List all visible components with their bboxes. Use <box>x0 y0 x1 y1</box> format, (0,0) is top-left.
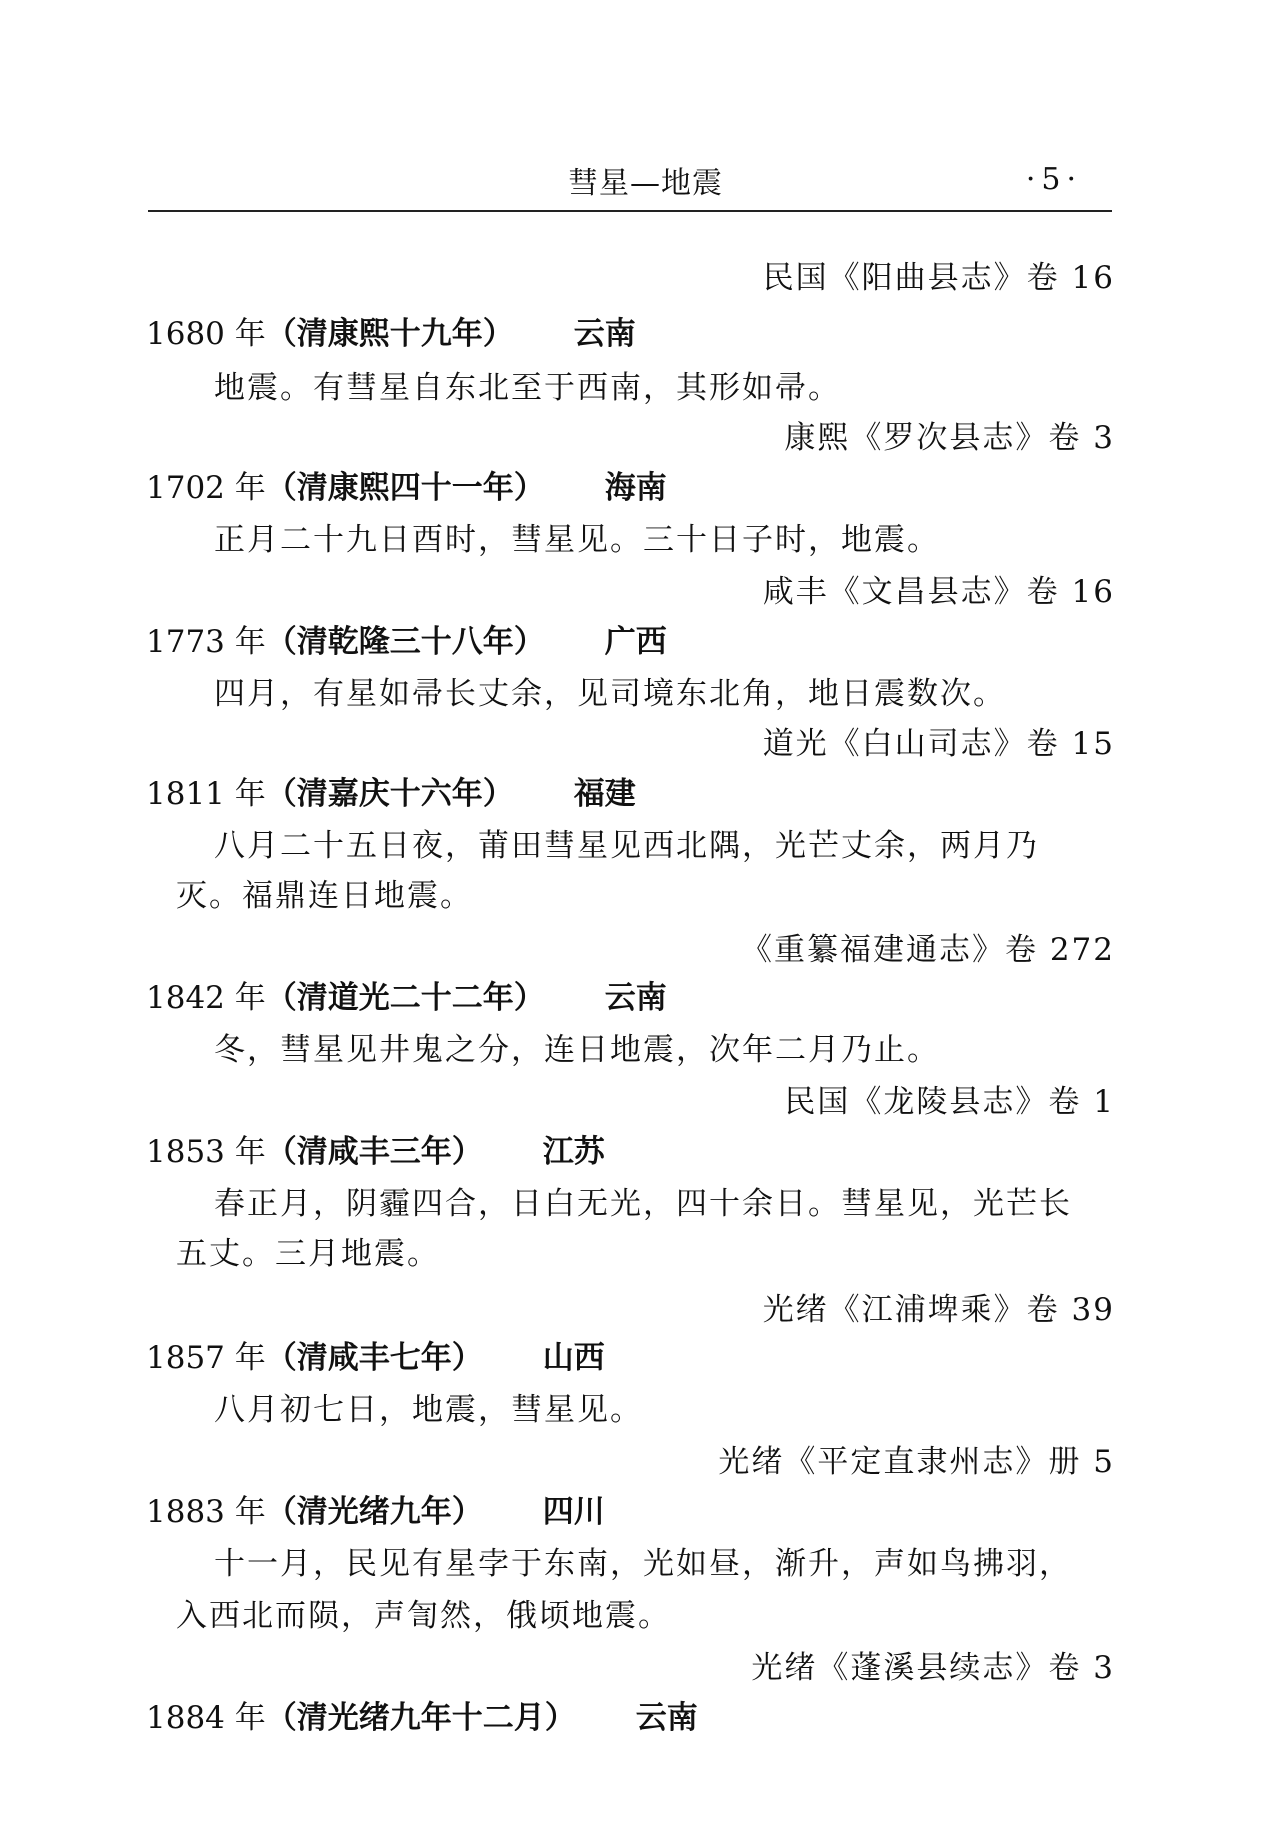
entry-text: 灭。福鼎连日地震。 <box>176 878 473 914</box>
entry-year: 1811 年 <box>146 776 266 812</box>
entry-heading <box>146 768 636 813</box>
source-citation: 光绪《平定直隶州志》册 5 <box>718 1444 1115 1480</box>
entry-place: 海南 <box>604 470 667 506</box>
entry-text: 五丈。三月地震。 <box>176 1236 440 1272</box>
entry-text: 地震。有彗星自东北至于西南，其形如帚。 <box>214 370 841 406</box>
source-citation: 道光《白山司志》卷 15 <box>762 726 1115 762</box>
entry-heading <box>146 972 667 1017</box>
running-head <box>148 150 1112 212</box>
entry-place: 广西 <box>604 624 667 660</box>
entry-place: 江苏 <box>542 1134 605 1170</box>
entry-year: 1773 年 <box>146 624 266 660</box>
entry-text: 正月二十九日酉时，彗星见。三十日子时，地震。 <box>214 522 940 558</box>
page-number: ·5· <box>1025 162 1082 197</box>
source-citation: 咸丰《文昌县志》卷 16 <box>762 574 1115 610</box>
entry-era: （清咸丰三年） <box>265 1134 483 1170</box>
entry-era: （清道光二十二年） <box>265 980 545 1016</box>
entry-year: 1857 年 <box>146 1340 266 1376</box>
source-citation: 民国《龙陵县志》卷 1 <box>784 1084 1115 1120</box>
entry-place: 山西 <box>542 1340 605 1376</box>
entry-year: 1884 年 <box>146 1700 266 1736</box>
source-citation: 光绪《江浦埤乘》卷 39 <box>762 1292 1115 1328</box>
entry-era: （清康熙四十一年） <box>265 470 545 506</box>
entry-year: 1702 年 <box>146 470 266 506</box>
entry-year: 1883 年 <box>146 1494 266 1530</box>
entry-era: （清光绪九年十二月） <box>265 1700 576 1736</box>
source-citation: 康熙《罗次县志》卷 3 <box>784 420 1115 456</box>
entry-heading <box>146 1486 605 1531</box>
entry-era: （清咸丰七年） <box>265 1340 483 1376</box>
entry-text: 入西北而陨，声訇然，俄顷地震。 <box>176 1598 671 1634</box>
entry-heading <box>146 616 667 661</box>
entry-heading <box>146 308 636 353</box>
entry-era: （清嘉庆十六年） <box>265 776 514 812</box>
entry-text: 八月初七日，地震，彗星见。 <box>214 1392 643 1428</box>
entry-era: （清光绪九年） <box>265 1494 483 1530</box>
entry-era: （清康熙十九年） <box>265 316 514 352</box>
entry-place: 云南 <box>635 1700 698 1736</box>
entry-place: 云南 <box>604 980 667 1016</box>
entry-place: 四川 <box>542 1494 605 1530</box>
source-citation: 《重纂福建通志》卷 272 <box>740 932 1115 968</box>
entry-text: 十一月，民见有星孛于东南，光如昼，渐升，声如鸟拂羽， <box>214 1546 1072 1582</box>
entry-text: 八月二十五日夜，莆田彗星见西北隅，光芒丈余，两月乃 <box>214 828 1039 864</box>
entry-heading <box>146 1692 698 1737</box>
entry-place: 云南 <box>573 316 636 352</box>
entry-place: 福建 <box>573 776 636 812</box>
entry-era: （清乾隆三十八年） <box>265 624 545 660</box>
entry-heading <box>146 462 667 507</box>
entry-year: 1680 年 <box>146 316 266 352</box>
entry-text: 春正月，阴霾四合，日白无光，四十余日。彗星见，光芒长 <box>214 1186 1072 1222</box>
entry-text: 四月，有星如帚长丈余，见司境东北角，地日震数次。 <box>214 676 1006 712</box>
entry-year: 1842 年 <box>146 980 266 1016</box>
source-citation: 民国《阳曲县志》卷 16 <box>762 260 1115 296</box>
entry-heading <box>146 1126 605 1171</box>
source-citation: 光绪《蓬溪县续志》卷 3 <box>751 1650 1115 1686</box>
entry-text: 冬，彗星见井鬼之分，连日地震，次年二月乃止。 <box>214 1032 940 1068</box>
entry-heading <box>146 1332 605 1377</box>
entry-year: 1853 年 <box>146 1134 266 1170</box>
running-title: 彗星—地震 <box>568 166 723 201</box>
